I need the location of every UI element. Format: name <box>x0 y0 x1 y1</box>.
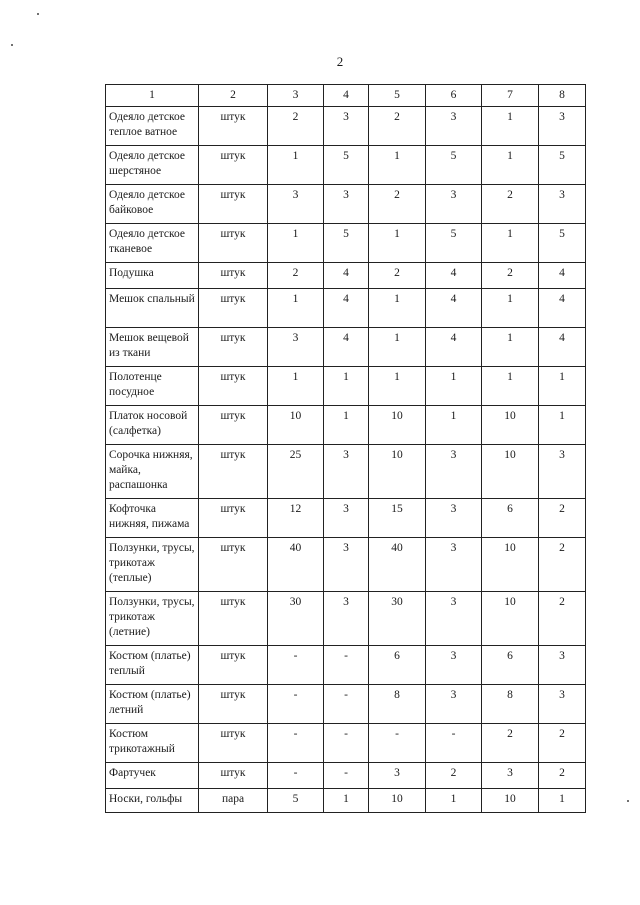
table-row <box>106 592 586 646</box>
item-name-cell: Ползунки, трусы, трикотаж (теплые) <box>106 538 199 592</box>
value-cell: 3 <box>539 445 586 499</box>
table-row <box>106 263 586 289</box>
value-cell: 1 <box>268 224 324 263</box>
value-cell: 3 <box>539 185 586 224</box>
value-cell: 2 <box>426 763 482 789</box>
value-cell: 15 <box>369 499 426 538</box>
table-row <box>106 289 586 328</box>
table-row <box>106 406 586 445</box>
item-name-cell: Ползунки, трусы, трикотаж (летние) <box>106 592 199 646</box>
value-cell: - <box>268 724 324 763</box>
value-cell: 4 <box>539 263 586 289</box>
value-cell: 2 <box>539 763 586 789</box>
value-cell: 1 <box>539 406 586 445</box>
value-cell: 2 <box>539 499 586 538</box>
value-cell: 1 <box>324 789 369 813</box>
item-name-cell: Сорочка нижняя, майка, распашонка <box>106 445 199 499</box>
header-cell: 4 <box>324 85 369 107</box>
value-cell: 6 <box>482 646 539 685</box>
value-cell: 3 <box>268 185 324 224</box>
value-cell: - <box>324 646 369 685</box>
item-name-cell: Одеяло детское шерстяное <box>106 146 199 185</box>
value-cell: 30 <box>369 592 426 646</box>
value-cell: 40 <box>268 538 324 592</box>
table-row <box>106 328 586 367</box>
unit-cell: штук <box>199 289 268 328</box>
value-cell: 3 <box>426 445 482 499</box>
value-cell: 2 <box>482 724 539 763</box>
value-cell: 3 <box>426 107 482 146</box>
value-cell: 3 <box>268 328 324 367</box>
value-cell: 3 <box>539 107 586 146</box>
value-cell: 1 <box>268 289 324 328</box>
header-cell: 3 <box>268 85 324 107</box>
item-name-cell: Одеяло детское теплое ватное <box>106 107 199 146</box>
unit-cell: штук <box>199 367 268 406</box>
value-cell: 1 <box>482 224 539 263</box>
item-name-cell: Кофточка нижняя, пижама <box>106 499 199 538</box>
value-cell: 4 <box>539 328 586 367</box>
value-cell: 3 <box>426 538 482 592</box>
unit-cell: штук <box>199 763 268 789</box>
value-cell: 3 <box>369 763 426 789</box>
value-cell: 3 <box>426 685 482 724</box>
value-cell: 10 <box>369 445 426 499</box>
unit-cell: штук <box>199 328 268 367</box>
table-row <box>106 538 586 592</box>
table-row <box>106 224 586 263</box>
value-cell: 5 <box>268 789 324 813</box>
value-cell: 1 <box>426 406 482 445</box>
item-name-cell: Полотенце посудное <box>106 367 199 406</box>
table-row <box>106 367 586 406</box>
table-row <box>106 724 586 763</box>
value-cell: 3 <box>324 185 369 224</box>
value-cell: 10 <box>482 592 539 646</box>
value-cell: 1 <box>482 289 539 328</box>
value-cell: 1 <box>539 789 586 813</box>
unit-cell: штук <box>199 499 268 538</box>
value-cell: 10 <box>482 406 539 445</box>
header-cell: 7 <box>482 85 539 107</box>
item-name-cell: Костюм трикотажный <box>106 724 199 763</box>
value-cell: 3 <box>426 592 482 646</box>
value-cell: 2 <box>268 107 324 146</box>
table-row <box>106 146 586 185</box>
value-cell: 2 <box>482 185 539 224</box>
table-row <box>106 789 586 813</box>
value-cell: 5 <box>426 146 482 185</box>
value-cell: - <box>324 763 369 789</box>
value-cell: 5 <box>324 224 369 263</box>
value-cell: 10 <box>369 406 426 445</box>
header-row <box>106 85 586 107</box>
value-cell: 30 <box>268 592 324 646</box>
value-cell: 1 <box>369 146 426 185</box>
value-cell: 4 <box>426 328 482 367</box>
value-cell: 1 <box>482 107 539 146</box>
value-cell: - <box>268 685 324 724</box>
item-name-cell: Одеяло детское байковое <box>106 185 199 224</box>
value-cell: 5 <box>539 146 586 185</box>
value-cell: 2 <box>268 263 324 289</box>
header-cell: 1 <box>106 85 199 107</box>
value-cell: 1 <box>268 146 324 185</box>
value-cell: 10 <box>482 538 539 592</box>
value-cell: - <box>324 724 369 763</box>
table-row <box>106 185 586 224</box>
scan-speck <box>37 13 39 15</box>
header-cell: 2 <box>199 85 268 107</box>
value-cell: 3 <box>426 499 482 538</box>
item-name-cell: Носки, гольфы <box>106 789 199 813</box>
value-cell: 40 <box>369 538 426 592</box>
header-cell: 6 <box>426 85 482 107</box>
unit-cell: штук <box>199 685 268 724</box>
item-name-cell: Подушка <box>106 263 199 289</box>
scan-speck <box>11 44 13 46</box>
item-name-cell: Одеяло детское тканевое <box>106 224 199 263</box>
table-row <box>106 107 586 146</box>
value-cell: - <box>268 646 324 685</box>
value-cell: 1 <box>268 367 324 406</box>
header-cell: 5 <box>369 85 426 107</box>
value-cell: 2 <box>369 185 426 224</box>
unit-cell: штук <box>199 107 268 146</box>
value-cell: 12 <box>268 499 324 538</box>
norms-table <box>105 84 586 813</box>
value-cell: 1 <box>426 367 482 406</box>
unit-cell: штук <box>199 146 268 185</box>
value-cell: 3 <box>482 763 539 789</box>
item-name-cell: Мешок вещевой из ткани <box>106 328 199 367</box>
table-row <box>106 499 586 538</box>
unit-cell: пара <box>199 789 268 813</box>
unit-cell: штук <box>199 224 268 263</box>
value-cell: 2 <box>539 538 586 592</box>
value-cell: 4 <box>426 263 482 289</box>
value-cell: 1 <box>369 289 426 328</box>
table-row <box>106 646 586 685</box>
value-cell: 1 <box>324 367 369 406</box>
value-cell: 4 <box>324 328 369 367</box>
table-row <box>106 763 586 789</box>
value-cell: 5 <box>539 224 586 263</box>
value-cell: 6 <box>482 499 539 538</box>
unit-cell: штук <box>199 406 268 445</box>
value-cell: 3 <box>539 646 586 685</box>
value-cell: 3 <box>426 185 482 224</box>
item-name-cell: Фартучек <box>106 763 199 789</box>
value-cell: 4 <box>324 289 369 328</box>
value-cell: 5 <box>324 146 369 185</box>
value-cell: 4 <box>539 289 586 328</box>
item-name-cell: Платок носовой (салфетка) <box>106 406 199 445</box>
item-name-cell: Костюм (платье) теплый <box>106 646 199 685</box>
page-number: 2 <box>336 54 344 69</box>
value-cell: 1 <box>369 328 426 367</box>
unit-cell: штук <box>199 263 268 289</box>
value-cell: 5 <box>426 224 482 263</box>
value-cell: 3 <box>539 685 586 724</box>
value-cell: 1 <box>369 367 426 406</box>
value-cell: 10 <box>369 789 426 813</box>
value-cell: 2 <box>369 107 426 146</box>
value-cell: 25 <box>268 445 324 499</box>
value-cell: 6 <box>369 646 426 685</box>
value-cell: 3 <box>324 445 369 499</box>
value-cell: 10 <box>268 406 324 445</box>
value-cell: 2 <box>539 724 586 763</box>
unit-cell: штук <box>199 185 268 224</box>
value-cell: 4 <box>324 263 369 289</box>
unit-cell: штук <box>199 592 268 646</box>
value-cell: 1 <box>539 367 586 406</box>
header-cell: 8 <box>539 85 586 107</box>
unit-cell: штук <box>199 724 268 763</box>
value-cell: 1 <box>482 146 539 185</box>
value-cell: - <box>369 724 426 763</box>
value-cell: 3 <box>324 538 369 592</box>
value-cell: 10 <box>482 445 539 499</box>
value-cell: 3 <box>324 592 369 646</box>
value-cell: - <box>268 763 324 789</box>
value-cell: 2 <box>369 263 426 289</box>
table-row <box>106 685 586 724</box>
value-cell: 1 <box>482 367 539 406</box>
value-cell: 2 <box>539 592 586 646</box>
item-name-cell: Костюм (платье) летний <box>106 685 199 724</box>
value-cell: 8 <box>482 685 539 724</box>
value-cell: 2 <box>482 263 539 289</box>
item-name-cell: Мешок спальный <box>106 289 199 328</box>
value-cell: 3 <box>324 107 369 146</box>
table-row <box>106 445 586 499</box>
value-cell: 4 <box>426 289 482 328</box>
value-cell: - <box>426 724 482 763</box>
value-cell: 1 <box>426 789 482 813</box>
value-cell: 3 <box>324 499 369 538</box>
value-cell: 8 <box>369 685 426 724</box>
value-cell: 3 <box>426 646 482 685</box>
value-cell: 1 <box>482 328 539 367</box>
value-cell: 10 <box>482 789 539 813</box>
unit-cell: штук <box>199 538 268 592</box>
scan-speck <box>627 800 629 802</box>
value-cell: 1 <box>324 406 369 445</box>
value-cell: 1 <box>369 224 426 263</box>
value-cell: - <box>324 685 369 724</box>
unit-cell: штук <box>199 445 268 499</box>
unit-cell: штук <box>199 646 268 685</box>
